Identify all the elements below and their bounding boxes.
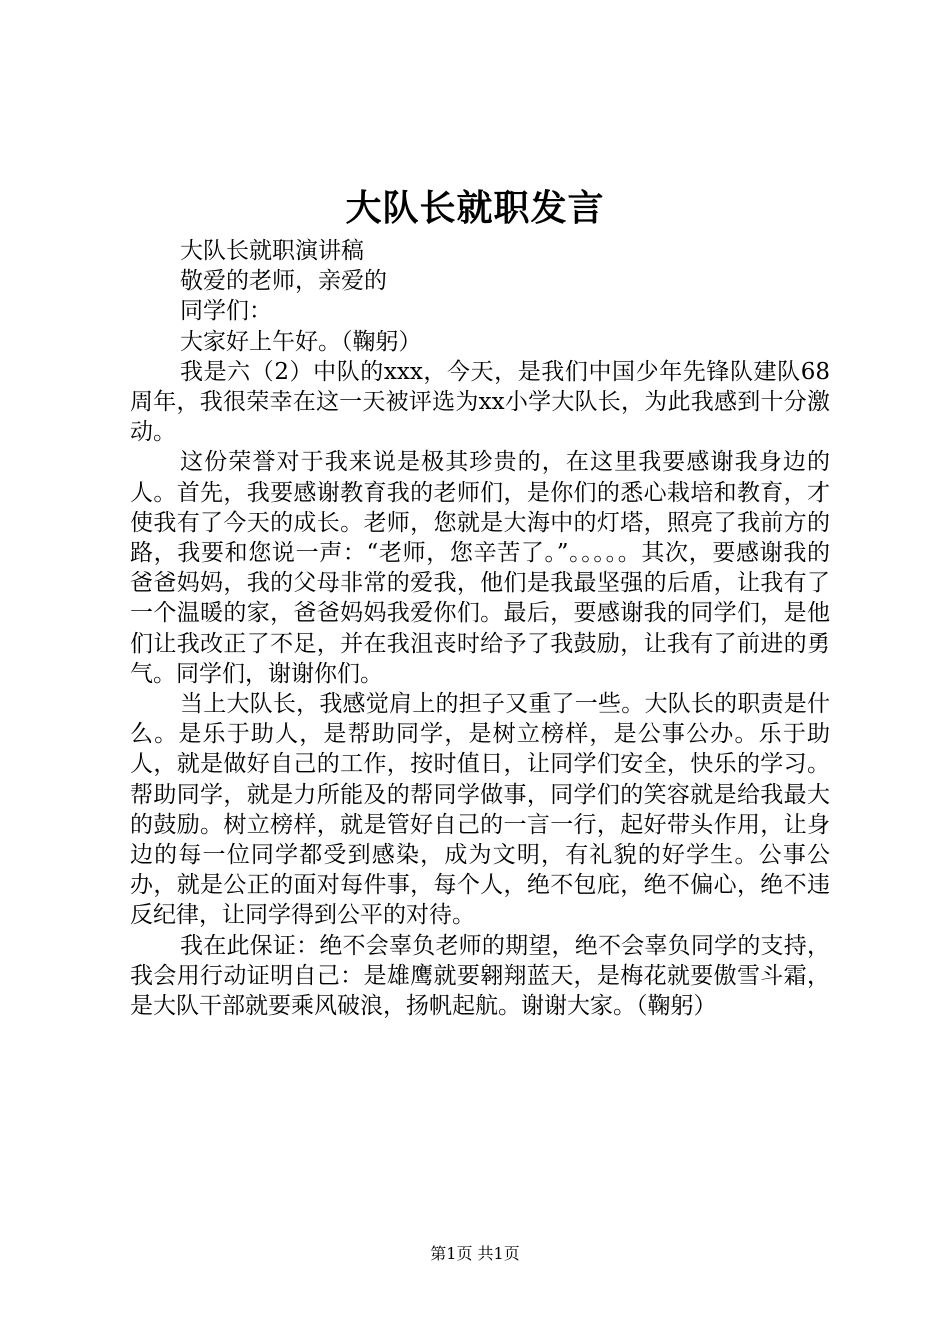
paragraph-greeting: 大家好上午好。（鞠躬） [180, 328, 422, 355]
paragraph-heading: 大队长就职演讲稿 [180, 238, 364, 264]
paragraph-pledge: 我在此保证：绝不会辜负老师的期望，绝不会辜负同学的支持，我会用行动证明自己：是雄鹰就要翱翔蓝天，是梅花就要傲雪斗霜，是大队干部就要乘风破浪，扬帆起航。谢谢大家。（鞠躬） [130, 932, 830, 1020]
paragraph-duties: 当上大队长，我感觉肩上的担子又重了一些。大队长的职责是什么。是乐于助人，是帮助同学，是树立榜样，是公事公办。乐于助人，就是做好自己的工作，按时值日，让同学们安全，快乐的学习。帮助同学，就是力所能及的帮同学做事，同学们的笑容就是给我最大的鼓励。树立榜样，就是管好自己的一言一行，起好带头作用，让身边的每一位同学都受到感染，成为文明，有礼貌的好学生。公事公办，就是公正的面对每件事，每个人，绝不包庇，绝不偏心，绝不违反纪律，让同学得到公平的对待。 [130, 691, 830, 929]
paragraph-salutation-1: 敬爱的老师，亲爱的 [180, 268, 387, 295]
paragraph-gratitude: 这份荣誉对于我来说是极其珍贵的，在这里我要感谢我身边的人。首先，我要感谢教育我的老师们，是你们的悉心栽培和教育，才使我有了今天的成长。老师，您就是大海中的灯塔，照亮了我前方的路，我要和您说一声：“老师，您辛苦了。”。。。。。其次，要感谢我的爸爸妈妈，我的父母非常的爱我，他们是我最坚强的后盾，让我有了一个温暖的家，爸爸妈妈我爱你们。最后，要感谢我的同学们，是他们让我改正了不足，并在我沮丧时给予了我鼓励，让我有了前进的勇气。同学们，谢谢你们。 [130, 449, 830, 687]
document-title: 大队长就职发言 [345, 187, 605, 229]
paragraph-salutation-2: 同学们： [180, 298, 272, 325]
paragraph-introduction: 我是六（2）中队的xxx，今天，是我们中国少年先锋队建队68周年，我很荣幸在这一天被评选为xx小学大队长，为此我感到十分激动。 [130, 358, 830, 446]
document-body [130, 236, 830, 1021]
page-footer: 第1页 共1页 [430, 1244, 520, 1263]
